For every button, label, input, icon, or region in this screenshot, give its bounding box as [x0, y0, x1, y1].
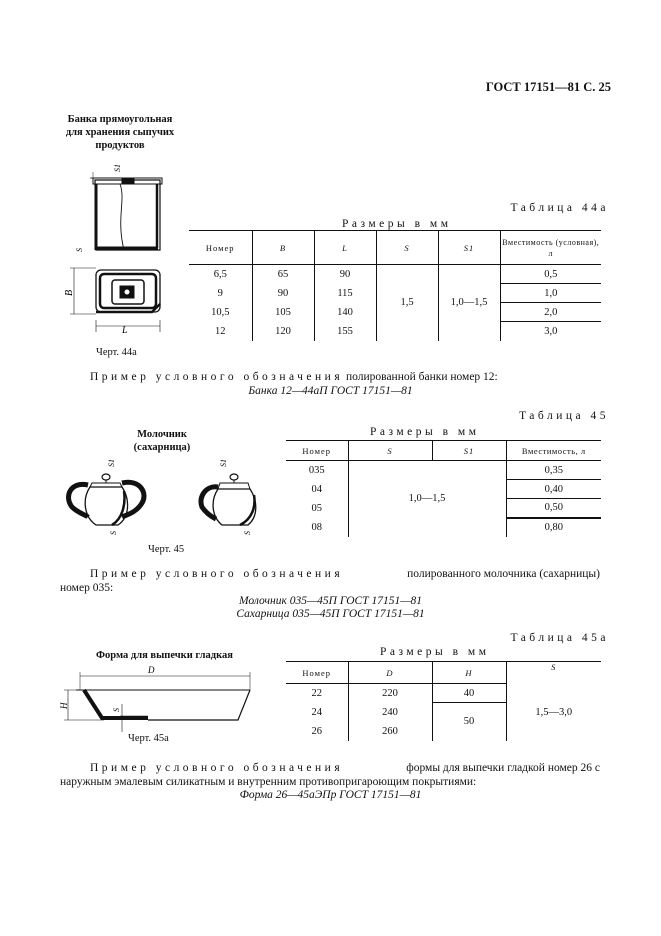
example-45-line2: номер 035:	[60, 582, 114, 594]
example-44a	[90, 370, 498, 384]
drawing-label-45: Черт. 45	[148, 544, 185, 555]
cell: 10,5	[211, 306, 230, 318]
caption-baking-form: Форма для выпечки гладкая	[96, 650, 233, 661]
example-label: Пример условного обозначения	[90, 568, 344, 580]
col-header: Номер	[286, 662, 348, 684]
designation-sugar-bowl: Сахарница 035—45П ГОСТ 17151—81	[236, 608, 425, 620]
col-header: Вместимость (условная), л	[500, 231, 601, 265]
cell: 12	[215, 325, 226, 337]
cell: 1,5—3,0	[506, 684, 601, 741]
cell: 1,0—1,5	[438, 265, 500, 341]
cell: 9	[217, 287, 223, 299]
example-45a-line2: наружным эмалевым силикатным и внутренним противопригароющим покрытиями:	[60, 776, 477, 788]
dim-label-s1: S1	[107, 459, 116, 467]
table-row	[189, 265, 601, 284]
dim-label-s: S	[109, 531, 118, 535]
cell: 04	[311, 483, 322, 495]
jar-side-view	[90, 172, 162, 250]
cell: 05	[311, 502, 322, 514]
example-text: формы для выпечки гладкой номер 26 с	[406, 762, 600, 774]
caption-milk-jug	[112, 428, 212, 454]
table-row	[286, 684, 601, 703]
table-header-row	[189, 231, 601, 265]
example-45	[90, 567, 600, 581]
col-header: S	[506, 662, 601, 684]
table-title-44a: Таблица 44а	[510, 202, 609, 214]
col-header: S	[348, 441, 432, 461]
example-text: полированного молочника (сахарницы)	[407, 568, 600, 580]
table-title-45a: Таблица 45а	[510, 632, 609, 644]
cell: 1,0	[500, 284, 601, 303]
cell: 155	[314, 322, 376, 341]
example-line	[90, 567, 600, 581]
table-units-45: Размеры в мм	[370, 426, 480, 438]
milk-jug-drawing	[60, 455, 280, 540]
table-title-45: Таблица 45	[519, 410, 609, 422]
jug-side-view	[201, 474, 256, 525]
designation-45a: Форма 26—45аЭПр ГОСТ 17151—81	[239, 789, 422, 801]
cell: 08	[311, 521, 322, 533]
cell: 0,50	[506, 499, 601, 518]
table-45a	[286, 661, 601, 741]
cell: 90	[252, 284, 314, 303]
example-45a	[90, 761, 600, 775]
col-header: D	[348, 662, 432, 684]
cell: 120	[252, 322, 314, 341]
designation-44a: Банка 12—44аП ГОСТ 17151—81	[248, 385, 413, 397]
cell: 240	[348, 703, 432, 722]
table-45	[286, 440, 601, 537]
col-header: S	[376, 231, 438, 265]
dim-label-d: D	[148, 665, 155, 675]
dim-label-h: H	[59, 702, 69, 709]
table-row	[286, 461, 601, 480]
cell: 40	[432, 684, 506, 703]
cell: 0,40	[506, 480, 601, 499]
cell: 140	[314, 303, 376, 322]
caption-line: продуктов	[95, 140, 145, 151]
col-header: B	[252, 231, 314, 265]
caption-jar	[50, 113, 190, 152]
dim-label-s1: S1	[113, 164, 122, 172]
table-44a	[189, 230, 601, 341]
cell: 035	[308, 464, 325, 476]
dim-label-b: B	[64, 289, 75, 296]
dim-label-s: S	[112, 708, 121, 712]
cell: 1,5	[376, 265, 438, 341]
cell: 0,5	[500, 265, 601, 284]
col-header: L	[314, 231, 376, 265]
cell: 115	[314, 284, 376, 303]
col-header: Вместимость, л	[506, 441, 601, 461]
table-header-row	[286, 441, 601, 461]
jug-front-view	[69, 474, 144, 525]
drawing-label-45a: Черт. 45а	[128, 733, 169, 744]
cell: 220	[348, 684, 432, 703]
jar-drawing	[60, 160, 190, 350]
cell: 90	[314, 265, 376, 284]
cell: 22	[311, 687, 322, 699]
dim-label-l: L	[122, 325, 128, 336]
example-label: Пример условного обозначения	[90, 762, 344, 774]
caption-line: (сахарница)	[133, 442, 191, 453]
col-header: H	[432, 662, 506, 684]
dim-label-s: S	[243, 531, 252, 535]
example-line	[90, 761, 600, 775]
caption-line: Банка прямоугольная	[67, 114, 173, 125]
table-units-45a: Размеры в мм	[380, 646, 490, 658]
cell: 0,35	[506, 461, 601, 480]
cell: 2,0	[500, 303, 601, 322]
drawing-label-44a: Черт. 44а	[96, 347, 137, 358]
jar-top-view	[70, 268, 160, 332]
cell: 6,5	[213, 268, 227, 280]
cell: 50	[432, 703, 506, 741]
cell: 3,0	[500, 322, 601, 341]
cell: 26	[311, 725, 322, 737]
dim-label-s: S	[75, 248, 84, 252]
designation-milk-jug: Молочник 035—45П ГОСТ 17151—81	[239, 595, 422, 607]
page-header: ГОСТ 17151—81 С. 25	[485, 80, 611, 94]
cell: 260	[348, 722, 432, 741]
example-text: полированной банки номер 12:	[346, 371, 498, 383]
table-header-row	[286, 662, 601, 684]
table-units-44a: Размеры в мм	[342, 218, 452, 230]
col-header: S1	[438, 231, 500, 265]
cell: 1,0—1,5	[348, 461, 506, 537]
cell: 105	[252, 303, 314, 322]
cell: 0,80	[506, 518, 601, 537]
caption-line: Молочник	[137, 429, 187, 440]
col-header: S1	[432, 441, 506, 461]
dim-label-s1: S1	[219, 459, 228, 467]
cell: 65	[252, 265, 314, 284]
example-label: Пример условного обозначения	[90, 371, 344, 383]
col-header: Номер	[189, 231, 252, 265]
col-header: Номер	[286, 441, 348, 461]
cell: 24	[311, 706, 322, 718]
caption-line: для хранения сыпучих	[65, 127, 175, 138]
